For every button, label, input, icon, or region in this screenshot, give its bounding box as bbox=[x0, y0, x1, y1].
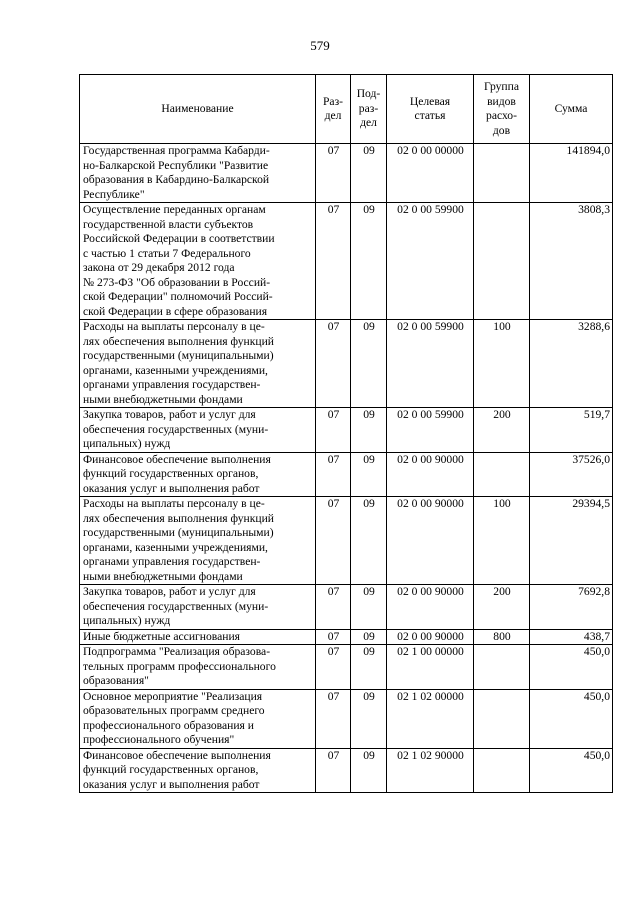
cell-sum: 519,7 bbox=[530, 408, 613, 453]
cell-name: Закупка товаров, работ и услуг для обеспечения государственных (муни- ципальных) нужд bbox=[80, 585, 316, 630]
cell-name: Финансовое обеспечение выполнения функций государственных органов, оказания услуг и выполнения работ bbox=[80, 748, 316, 793]
cell-expense-group: 800 bbox=[474, 629, 530, 645]
cell-razdel: 07 bbox=[316, 203, 351, 320]
cell-expense-group: 200 bbox=[474, 585, 530, 630]
header-sum: Сумма bbox=[530, 75, 613, 144]
table-row bbox=[80, 497, 613, 585]
cell-podrazdel: 09 bbox=[351, 645, 387, 690]
header-name: Наименование bbox=[80, 75, 316, 144]
cell-target-article: 02 1 00 00000 bbox=[387, 645, 474, 690]
cell-sum: 3288,6 bbox=[530, 320, 613, 408]
cell-expense-group bbox=[474, 645, 530, 690]
table-header-row bbox=[80, 75, 613, 144]
table-row bbox=[80, 320, 613, 408]
cell-razdel: 07 bbox=[316, 408, 351, 453]
header-expense-group: Группа видов расхо- дов bbox=[474, 75, 530, 144]
cell-sum: 141894,0 bbox=[530, 144, 613, 203]
cell-expense-group bbox=[474, 689, 530, 748]
cell-podrazdel: 09 bbox=[351, 144, 387, 203]
cell-target-article: 02 0 00 00000 bbox=[387, 144, 474, 203]
cell-sum: 450,0 bbox=[530, 689, 613, 748]
cell-name: Основное мероприятие "Реализация образовательных программ среднего профессионального образования и профессионального обучения" bbox=[80, 689, 316, 748]
cell-podrazdel: 09 bbox=[351, 748, 387, 793]
table-row bbox=[80, 748, 613, 793]
cell-podrazdel: 09 bbox=[351, 320, 387, 408]
cell-sum: 450,0 bbox=[530, 748, 613, 793]
cell-sum: 3808,3 bbox=[530, 203, 613, 320]
table-row bbox=[80, 408, 613, 453]
cell-expense-group bbox=[474, 748, 530, 793]
cell-razdel: 07 bbox=[316, 645, 351, 690]
cell-target-article: 02 0 00 90000 bbox=[387, 629, 474, 645]
table-row bbox=[80, 452, 613, 497]
table-body bbox=[80, 144, 613, 793]
cell-expense-group bbox=[474, 144, 530, 203]
cell-name: Иные бюджетные ассигнования bbox=[80, 629, 316, 645]
cell-podrazdel: 09 bbox=[351, 497, 387, 585]
table-row bbox=[80, 645, 613, 690]
cell-name: Финансовое обеспечение выполнения функций государственных органов, оказания услуг и выполнения работ bbox=[80, 452, 316, 497]
table-row bbox=[80, 585, 613, 630]
budget-table bbox=[79, 74, 613, 793]
cell-podrazdel: 09 bbox=[351, 585, 387, 630]
cell-sum: 450,0 bbox=[530, 645, 613, 690]
cell-target-article: 02 0 00 90000 bbox=[387, 452, 474, 497]
cell-podrazdel: 09 bbox=[351, 203, 387, 320]
cell-razdel: 07 bbox=[316, 585, 351, 630]
cell-name: Расходы на выплаты персоналу в це- лях обеспечения выполнения функций государственными (муниципальными) органами, казенными учреждениями, органами управления государствен- ными внебюджетными фондами bbox=[80, 320, 316, 408]
cell-target-article: 02 1 02 00000 bbox=[387, 689, 474, 748]
cell-target-article: 02 1 02 90000 bbox=[387, 748, 474, 793]
cell-name: Подпрограмма "Реализация образова- тельных программ профессионального образования" bbox=[80, 645, 316, 690]
cell-podrazdel: 09 bbox=[351, 408, 387, 453]
cell-sum: 438,7 bbox=[530, 629, 613, 645]
cell-target-article: 02 0 00 90000 bbox=[387, 497, 474, 585]
cell-razdel: 07 bbox=[316, 748, 351, 793]
cell-target-article: 02 0 00 59900 bbox=[387, 320, 474, 408]
header-razdel: Раз- дел bbox=[316, 75, 351, 144]
page-number: 579 bbox=[310, 38, 330, 53]
cell-sum: 37526,0 bbox=[530, 452, 613, 497]
header-podrazdel: Под- раз- дел bbox=[351, 75, 387, 144]
cell-sum: 29394,5 bbox=[530, 497, 613, 585]
cell-expense-group bbox=[474, 203, 530, 320]
cell-name: Расходы на выплаты персоналу в це- лях обеспечения выполнения функций государственными (муниципальными) органами, казенными учреждениями, органами управления государствен- ными внебюджетными фондами bbox=[80, 497, 316, 585]
header-target-article: Целевая статья bbox=[387, 75, 474, 144]
cell-name: Осуществление переданных органам государственной власти субъектов Российской Федерации в соответствии с частью 1 статьи 7 Федерального закона от 29 декабря 2012 года № 273-ФЗ "Об образовании в Россий- ской Федерации" полномочий Россий- ской Федерации в сфере образования bbox=[80, 203, 316, 320]
cell-razdel: 07 bbox=[316, 689, 351, 748]
cell-razdel: 07 bbox=[316, 497, 351, 585]
table-row bbox=[80, 203, 613, 320]
cell-razdel: 07 bbox=[316, 629, 351, 645]
cell-podrazdel: 09 bbox=[351, 452, 387, 497]
cell-razdel: 07 bbox=[316, 144, 351, 203]
table-row bbox=[80, 144, 613, 203]
cell-name: Государственная программа Кабарди- но-Балкарской Республики "Развитие образования в Кабардино-Балкарской Республике" bbox=[80, 144, 316, 203]
cell-target-article: 02 0 00 59900 bbox=[387, 408, 474, 453]
cell-name: Закупка товаров, работ и услуг для обеспечения государственных (муни- ципальных) нужд bbox=[80, 408, 316, 453]
cell-expense-group: 200 bbox=[474, 408, 530, 453]
cell-target-article: 02 0 00 59900 bbox=[387, 203, 474, 320]
cell-razdel: 07 bbox=[316, 452, 351, 497]
cell-sum: 7692,8 bbox=[530, 585, 613, 630]
cell-expense-group bbox=[474, 452, 530, 497]
cell-podrazdel: 09 bbox=[351, 629, 387, 645]
cell-target-article: 02 0 00 90000 bbox=[387, 585, 474, 630]
table-row bbox=[80, 689, 613, 748]
cell-podrazdel: 09 bbox=[351, 689, 387, 748]
cell-expense-group: 100 bbox=[474, 497, 530, 585]
cell-razdel: 07 bbox=[316, 320, 351, 408]
table-row bbox=[80, 629, 613, 645]
cell-expense-group: 100 bbox=[474, 320, 530, 408]
